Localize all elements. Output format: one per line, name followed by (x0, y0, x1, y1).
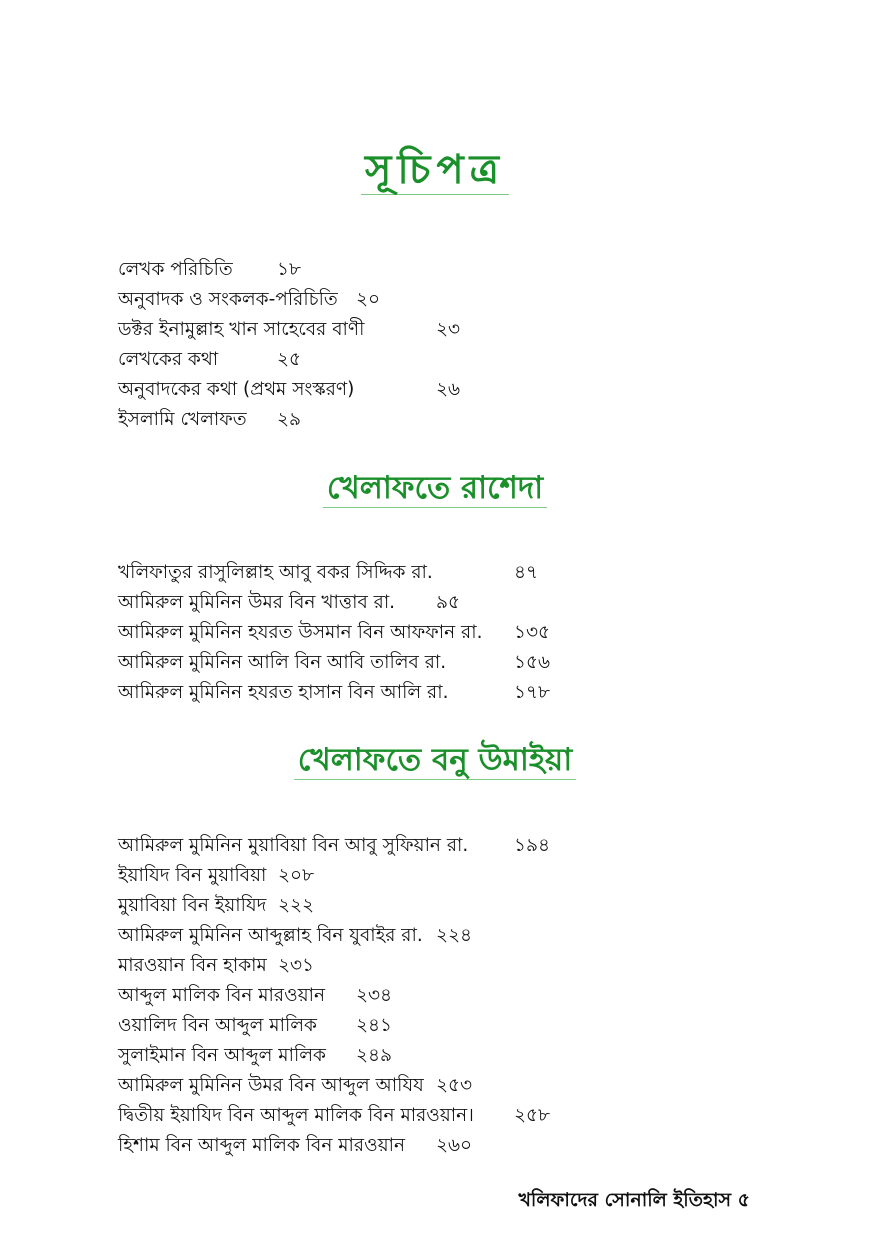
toc-entry-page: ২৩৪ (356, 985, 393, 1006)
toc-entry-title: আমিরুল মুমিনিন উমর বিন খাত্তাব রা. (118, 592, 396, 613)
section-heading-umayya (0, 742, 870, 780)
toc-entry-title: আমিরুল মুমিনিন আলি বিন আবি তালিব রা. (118, 652, 447, 673)
section-heading-text: খেলাফতে বনু উমাইয়া (294, 743, 576, 780)
toc-entry-page: ২০ (356, 289, 381, 310)
toc-entry-page: ১৯৪ (514, 835, 551, 856)
section-heading-rashida (0, 470, 870, 508)
toc-entry-page: ২৬০ (436, 1135, 473, 1156)
toc-entry-page: ২২২ (278, 895, 315, 916)
toc-entry-title: আমিরুল মুমিনিন হযরত হাসান বিন আলি রা. (118, 682, 449, 703)
toc-entry-title: মারওয়ান বিন হাকাম (118, 955, 267, 976)
toc-entry-title: অনুবাদক ও সংকলক-পরিচিতি (118, 289, 338, 310)
toc-entry-title: আমিরুল মুমিনিন মুয়াবিয়া বিন আবু সুফিয়ান রা. (118, 835, 469, 856)
toc-entry-title: মুয়াবিয়া বিন ইয়াযিদ (118, 895, 267, 916)
toc-entry-title: আব্দুল মালিক বিন মারওয়ান (118, 985, 326, 1006)
toc-entry-page: ২৩১ (278, 955, 315, 976)
section-heading-text: খেলাফতে রাশেদা (323, 471, 547, 508)
toc-entry-page: ২০৮ (278, 865, 315, 886)
toc-entry-title: হিশাম বিন আব্দুল মালিক বিন মারওয়ান (118, 1135, 406, 1156)
toc-entry-title: লেখক পরিচিতি (118, 259, 233, 280)
toc-entry-title: ডক্টর ইনামুল্লাহ খান সাহেবের বাণী (118, 319, 365, 340)
toc-entry-title: ইসলামি খেলাফত (118, 409, 247, 430)
toc-entry-title: আমিরুল মুমিনিন আব্দুল্লাহ বিন যুবাইর রা. (118, 925, 423, 946)
toc-entry-page: ২৬ (436, 379, 461, 400)
toc-entry-title: ইয়াযিদ বিন মুয়াবিয়া (118, 865, 267, 886)
toc-entry-title: সুলাইমান বিন আব্দুল মালিক (118, 1045, 326, 1066)
page-title (0, 146, 870, 195)
toc-entry-page: ২৫৮ (514, 1105, 551, 1126)
toc-entry-page: ২৫ (277, 349, 302, 370)
toc-entry-title: আমিরুল মুমিনিন হযরত উসমান বিন আফফান রা. (118, 622, 483, 643)
toc-entry-page: ২২৪ (436, 925, 473, 946)
toc-entry-page: ২৯ (277, 409, 302, 430)
toc-entry-title: অনুবাদকের কথা (প্রথম সংস্করণ) (118, 379, 355, 400)
toc-entry-page: ৪৭ (514, 562, 539, 583)
toc-entry-title: লেখকের কথা (118, 349, 219, 370)
toc-entry-title: ওয়ালিদ বিন আব্দুল মালিক (118, 1015, 317, 1036)
toc-entry-title: আমিরুল মুমিনিন উমর বিন আব্দুল আযিয (118, 1075, 424, 1096)
toc-entry-page: ২৩ (436, 319, 461, 340)
toc-entry-page: ১৭৮ (514, 682, 551, 703)
toc-entry-page: ২৪৯ (356, 1045, 393, 1066)
toc-entry-page: ১৫৬ (514, 652, 551, 673)
toc-entry-page: ১৮ (277, 259, 302, 280)
toc-entry-page: ২৪১ (356, 1015, 393, 1036)
page-footer: খলিফাদের সোনালি ইতিহাস ৫ (518, 1189, 750, 1211)
toc-entry-page: ২৫৩ (436, 1075, 473, 1096)
toc-entry-title: খলিফাতুর রাসুলিল্লাহ আবু বকর সিদ্দিক রা. (118, 562, 433, 583)
toc-entry-page: ৯৫ (436, 592, 461, 613)
page-title-text: সূচিপত্র (361, 148, 509, 195)
toc-entry-page: ১৩৫ (514, 622, 551, 643)
toc-entry-title: দ্বিতীয় ইয়াযিদ বিন আব্দুল মালিক বিন মারওয়ান। (118, 1105, 474, 1126)
